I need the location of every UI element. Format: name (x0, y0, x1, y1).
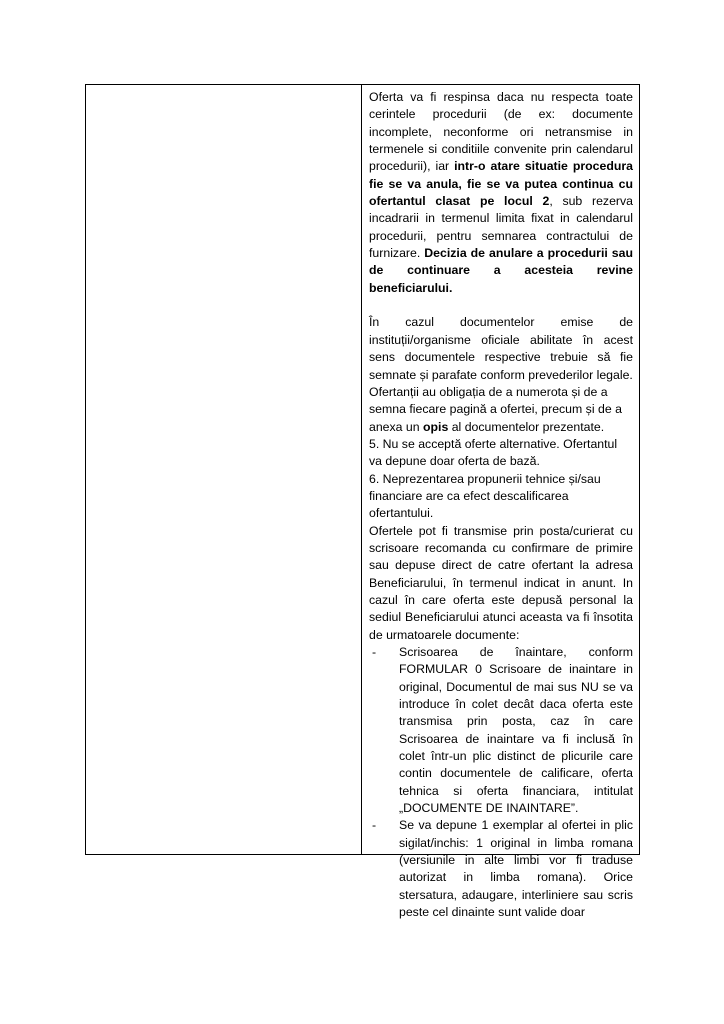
numbering-paragraph (369, 384, 633, 436)
official-documents-paragraph: În cazul documentelor emise de instituții/organisme oficiale abilitate în acest sens documentele respective trebuie să fie semnate și parafate conform prevederilor legale. (369, 315, 633, 382)
list-dash: - (372, 818, 377, 833)
list-item (369, 644, 633, 817)
alternative-offers-paragraph: 5. Nu se acceptă oferte alternative. Ofertantul va depune doar oferta de bază. (369, 436, 618, 469)
opis-bold: opis (423, 419, 449, 434)
rejection-text-cont: , sub rezerva incadrarii in termenul limita fixat in calendarul procedurii, pentru semnarea contractului de furnizare. (369, 194, 633, 261)
list-dash: - (372, 645, 377, 659)
rejection-paragraph (369, 89, 633, 297)
list-item-text: Se va depune 1 exemplar al ofertei in plic sigilat/inchis: 1 original in limba romana (versiunile in alte limbi vor fi traduse autorizat in limba romana). Orice stersatura, adaugare, interliniere sau scris peste cel dinainte sunt valide doar (399, 818, 633, 920)
right-column-cell (362, 85, 639, 920)
rejection-text: Oferta va fi respinsa daca nu respecta toate cerintele procedurii (de ex: documente incomplete, neconforme ori netransmise in termenele si conditiile convenite prin calendarul procedurii), iar (369, 90, 633, 174)
rejection-bold-decision: Decizia de anulare a procedurii sau de continuare a acesteia revine beneficiarului. (369, 246, 633, 295)
documents-list (369, 644, 633, 922)
numbering-text: Ofertanții au obligația de a numerota și de a semna fiecare pagină a ofertei, precum și de a anexa un (369, 384, 622, 434)
numbering-text-end: al documentelor prezentate. (448, 419, 605, 434)
submission-paragraph: Ofertele pot fi transmise prin posta/curierat cu scrisoare recomanda cu confirmare de primire sau depuse direct de catre ofertant la adresa Beneficiarului, în termenul indicat in anunt. In cazul în care oferta este depusă personal la sediul Beneficiarului atunci aceasta va fi însotita de urmatoarele documente: (369, 523, 633, 642)
left-column-empty-cell (86, 85, 362, 854)
paragraph-gap (369, 297, 633, 314)
rejection-bold-procedure: intr-o atare situatie procedura fie se va anula, fie se va putea continua cu ofertantul clasat pe locul 2 (369, 159, 633, 209)
list-item (369, 817, 633, 921)
document-table (85, 84, 640, 920)
disqualification-paragraph: 6. Neprezentarea propunerii tehnice și/sau financiare are ca efect descalificarea ofertantului. (369, 471, 601, 521)
list-item-text: Scrisoarea de înaintare, conform FORMULAR 0 Scrisoare de inaintare in original, Documentul de mai sus NU se va introduce în colet decât daca oferta este transmisa prin posta, caz în care Scrisoarea de inaintare va fi inclusă în colet într-un plic distinct de plicurile care contin documentele de calificare, oferta tehnica si oferta financiara, intitulat „DOCUMENTE DE INAINTARE”. (399, 645, 633, 816)
